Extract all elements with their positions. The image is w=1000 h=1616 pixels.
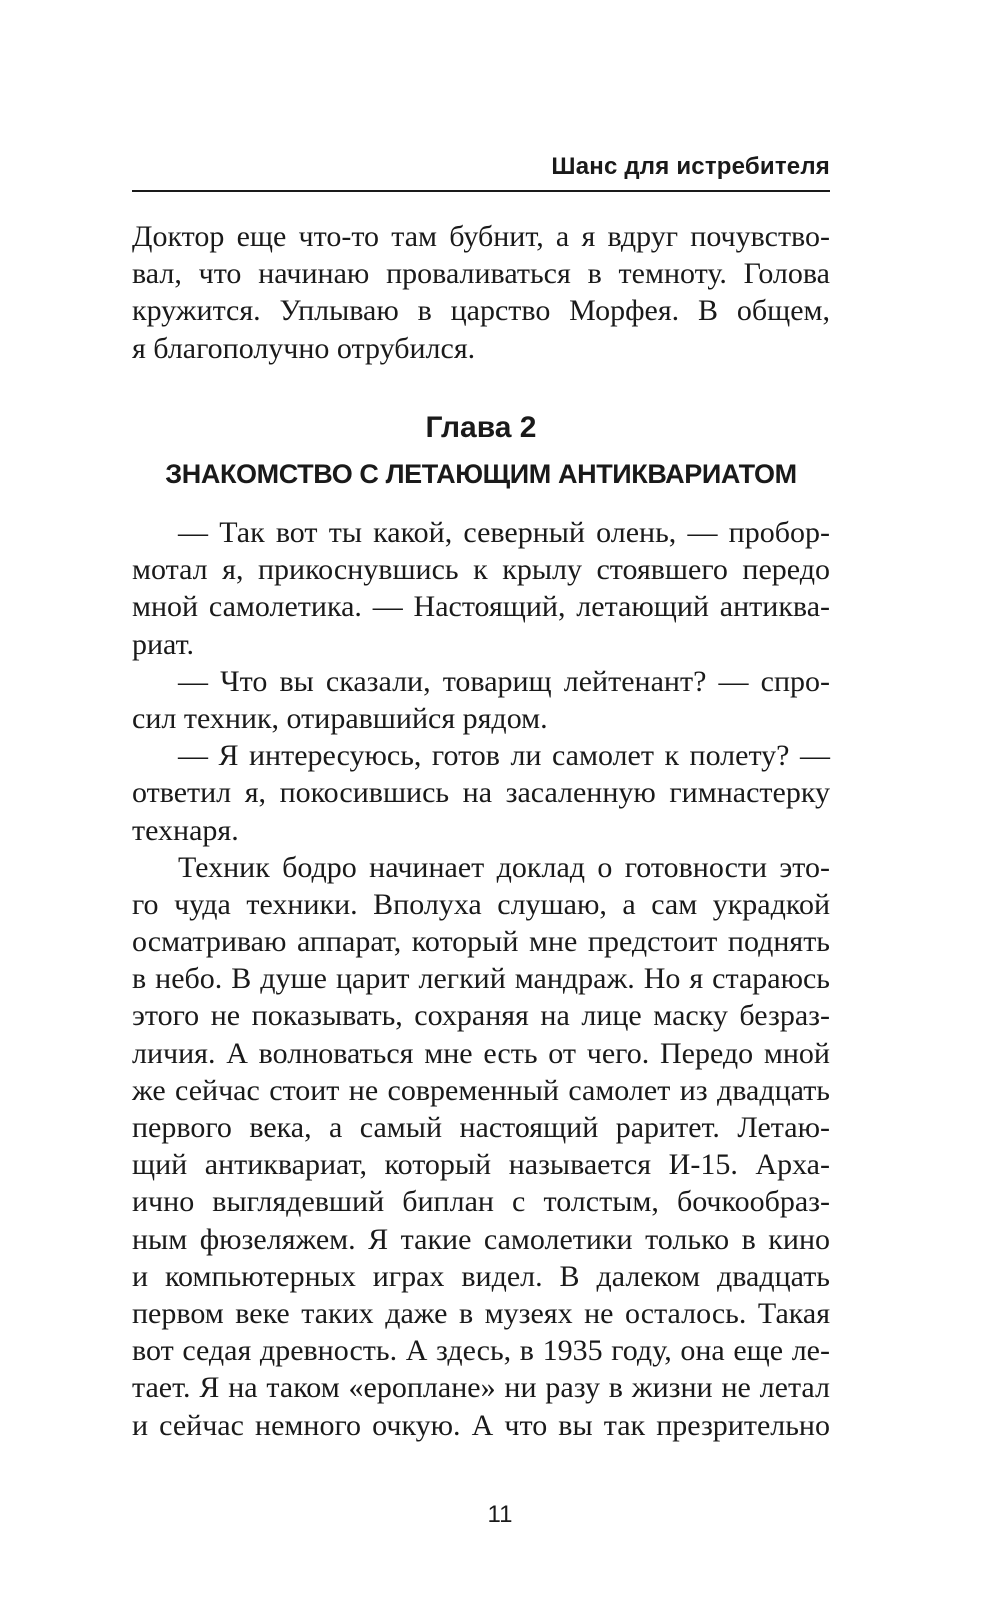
text-line: ным фюзеляжем. Я такие самолетики только в кино: [132, 1222, 830, 1256]
text-line: сил техник, отиравшийся рядом.: [132, 701, 548, 735]
text-line: и компьютерных играх видел. В далеком двадцать: [132, 1259, 830, 1293]
text-line: тает. Я на таком «ероплане» ни разу в жизни не летал: [132, 1371, 830, 1405]
text-line: в небо. В душе царит легкий мандраж. Но я стараюсь: [132, 962, 830, 996]
text-line: го чуда техники. Вполуха слушаю, а сам украдкой: [132, 887, 830, 921]
text-line: Техник бодро начинает доклад о готовности это-: [178, 850, 830, 884]
text-line: ично выглядевший биплан с толстым, бочкообраз-: [132, 1185, 830, 1219]
text-line: мотал я, прикоснувшись к крылу стоявшего передо: [132, 553, 830, 587]
page-number: 11: [487, 1501, 513, 1528]
text-line: этого не показывать, сохраняя на лице маску безраз-: [132, 999, 830, 1033]
text-line: вал, что начинаю проваливаться в темноту. Голова: [132, 257, 830, 291]
running-header: [132, 150, 830, 192]
text-line: мной самолетика. — Настоящий, летающий антиква-: [132, 590, 830, 624]
text-line: риат.: [132, 627, 194, 661]
text-line: первого века, а самый настоящий раритет. Летаю-: [132, 1111, 830, 1144]
text-line: технаря.: [132, 813, 239, 847]
text-line: — Что вы сказали, товарищ лейтенант? — спро-: [178, 664, 830, 698]
text-line: кружится. Уплываю в царство Морфея. В общем,: [132, 294, 830, 328]
text-line: и сейчас немного очкую. А что вы так презрительно: [132, 1408, 830, 1442]
text-line: Доктор еще что-то там бубнит, а я вдруг почувство-: [132, 220, 830, 253]
text-line: вот седая древность. А здесь, в 1935 году, она еще ле-: [132, 1334, 830, 1368]
text-line: щий антиквариат, который называется И-15. Арха-: [132, 1148, 830, 1182]
text-line: я благополучно отрубился.: [132, 331, 476, 365]
text-line: личия. А волноваться мне есть от чего. Передо мной: [132, 1036, 830, 1070]
chapter-body: [132, 514, 830, 1444]
chapter-title: ЗНАКОМСТВО С ЛЕТАЮЩИМ АНТИКВАРИАТОМ: [165, 459, 797, 489]
opening-paragraph: [132, 218, 830, 367]
text-line: первом веке таких даже в музеях не осталось. Такая: [132, 1296, 830, 1330]
text-line: ответил я, покосившись на засаленную гимнастерку: [132, 776, 830, 810]
running-header-title: Шанс для истребителя: [551, 153, 830, 180]
chapter-number: Глава 2: [425, 411, 537, 444]
text-line: осматриваю аппарат, который мне предстоит поднять: [132, 925, 830, 959]
text-line: — Так вот ты какой, северный олень, — пробор-: [178, 516, 830, 549]
text-line: — Я интересуюсь, готов ли самолет к полету? —: [178, 739, 830, 773]
text-line: же сейчас стоит не современный самолет из двадцать: [132, 1073, 830, 1107]
